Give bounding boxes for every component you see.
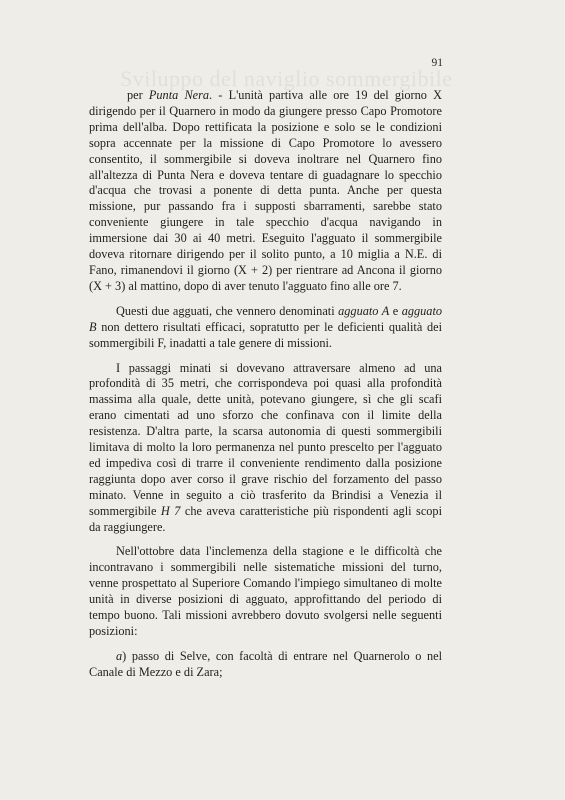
italic-run: a: [116, 648, 123, 663]
text-run: I passaggi minati si dovevano attraversare almeno ad una profondità di 35 metri, che corrispondeva poi quasi alla profondità massima alla quale, dette unità, potevano giungere, sì che gli scafi erano cimentati ad uno sforzo che confinava con il limite della resistenza. D'altra parte, la scarsa autonomia di questi sommergibili limitava di molto la loro permanenza nel punto prescelto per l'agguato ed impediva così di trarre il conveniente rendimento dalla posizione raggiunta dopo aver corso il grave rischio del forzamento del passo minato. Venne in seguito a ciò trasferito da Brindisi a Venezia il sommergibile: [89, 360, 442, 518]
text-run: Nell'ottobre data l'inclemenza della stagione e le difficoltà che incontravano i sommergibili nelle sistematiche missioni del turno, venne prospettato al Superiore Comando l'impiego simultaneo di molte unità in diverse posizioni di agguato, approfittando del periodo di tempo buono. Tali missioni avrebbero dovuto svolgersi nelle seguenti posizioni:: [89, 544, 442, 638]
bleed-through-heading: Sviluppo del naviglio sommergibile: [120, 66, 453, 91]
body-text: [89, 88, 442, 690]
italic-run: agguato B: [89, 303, 443, 334]
text-run: ) passo di Selve, con facoltà di entrare nel Quarnerolo o nel Canale di Mezzo e di Zara;: [89, 648, 442, 679]
paragraph: [89, 544, 442, 639]
italic-run: Punta Nera: [148, 88, 210, 102]
text-run: e: [389, 303, 402, 318]
page-number: 91: [431, 57, 443, 69]
paragraph: [89, 304, 442, 352]
text-run: Questi due agguati, che vennero denominati: [116, 303, 339, 318]
paragraph: [89, 88, 442, 295]
text-run: . - L'unità partiva alle ore 19 del giorno X dirigendo per il Quarnero in modo da giungere presso Capo Promotore prima dell'alba. Dopo rettificata la posizione e solo se le condizioni sopra accennate per la missione di Capo Promotore lo avessero consentito, il sommergibile si doveva inoltrare nel Quarnero fino all'altezza di Punta Nera e doveva tentare di guadagnare lo specchio d'acqua che trovasi a ponente di detta punta. Anche per questa missione, pur passando fra i supposti sbarramenti, sarebbe stato conveniente giungere in tale specchio d'acqua navigando in immersione dai 30 ai 40 metri. Eseguito l'agguato il sommergibile doveva ritornare dirigendo per il solito punto, a 10 miglia a N.E. di Fano, rimanendovi il giorno (X + 2) per rientrare ad Ancona il giorno (X + 3) al mattino, dopo di aver tenuto l'agguato fino alle ore 7.: [89, 88, 443, 293]
text-run: che aveva caratteristiche più rispondenti agli scopi da raggiungere.: [89, 503, 442, 534]
italic-run: agguato A: [338, 303, 390, 318]
paragraph: [89, 649, 442, 681]
text-run: per: [127, 88, 149, 102]
text-run: non dettero risultati efficaci, sopratutto per le deficienti qualità dei sommergibili F, inadatti a tale genere di missioni.: [89, 319, 442, 350]
italic-run: H 7: [160, 503, 181, 518]
paragraph: [89, 361, 442, 536]
